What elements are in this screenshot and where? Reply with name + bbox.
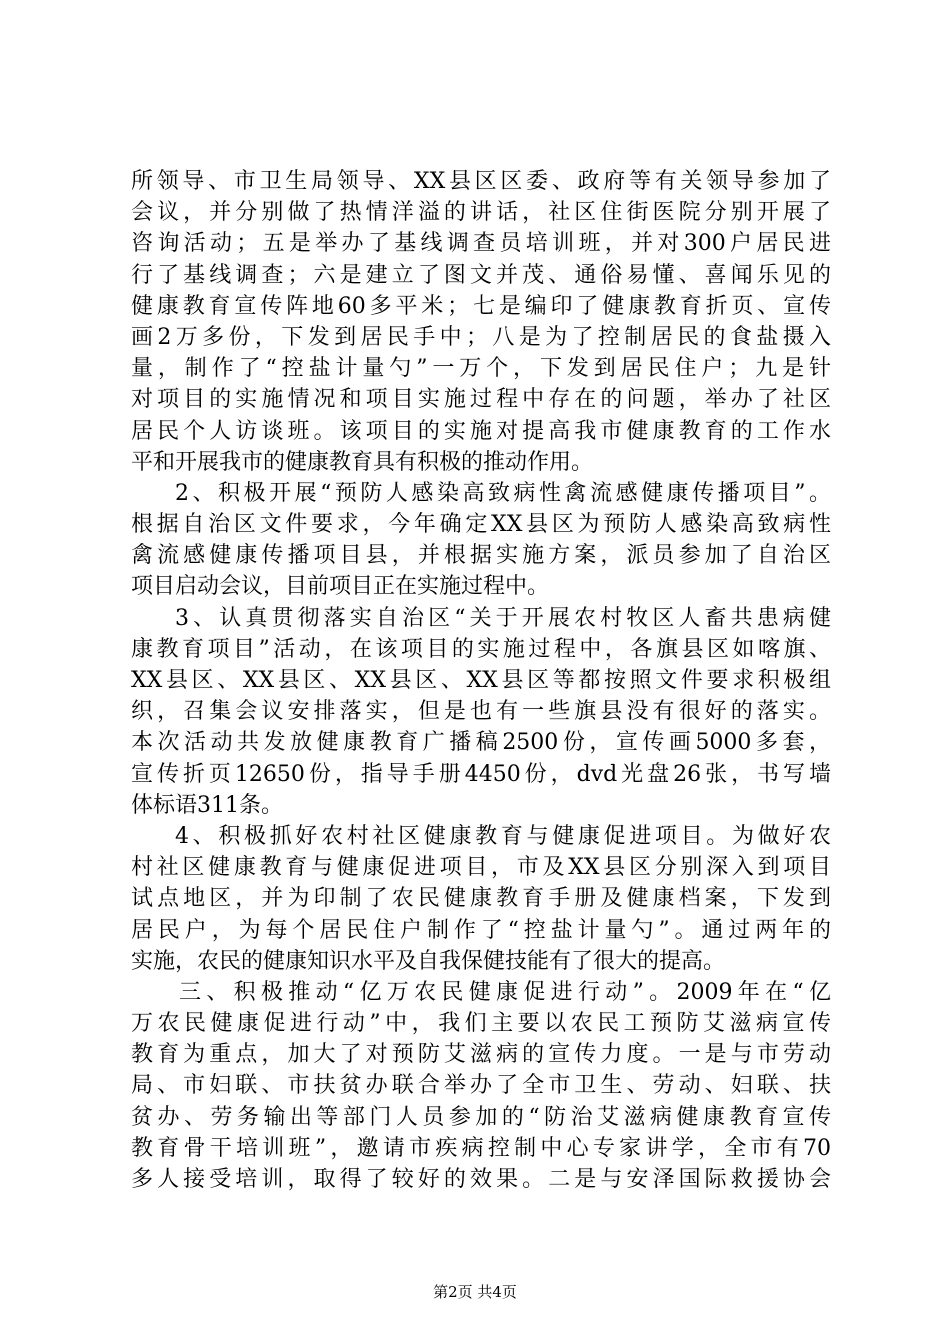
text-line: 量，制作了“控盐计量勺”一万个，下发到居民住户；九是针 bbox=[131, 356, 831, 382]
text-line: XX县区、XX县区、XX县区、XX县区等都按照文件要求积极组 bbox=[131, 668, 831, 693]
text-line: 万农民健康促进行动”中，我们主要以农民工预防艾滋病宣传 bbox=[131, 1011, 831, 1037]
page-footer bbox=[0, 1282, 950, 1302]
text-line: 宣传折页12650份，指导手册4450份，dvd光盘26张，书写墙 bbox=[131, 761, 831, 787]
document-body bbox=[131, 166, 831, 1195]
text-line: 教育骨干培训班”，邀请市疾病控制中心专家讲学，全市有70 bbox=[131, 1135, 831, 1161]
text-line: 居民户，为每个居民住户制作了“控盐计量勺”。通过两年的 bbox=[131, 917, 831, 943]
text-line: 对项目的实施情况和项目实施过程中存在的问题，举办了社区 bbox=[131, 387, 831, 413]
text-line: 项目启动会议，目前项目正在实施过程中。 bbox=[131, 574, 550, 600]
text-line: 所领导、市卫生局领导、XX县区区委、政府等有关领导参加了 bbox=[131, 169, 831, 194]
text-line: 2、积极开展“预防人感染高致病性禽流感健康传播项目”。 bbox=[175, 480, 831, 506]
text-line: 局、市妇联、市扶贫办联合举办了全市卫生、劳动、妇联、扶 bbox=[131, 1073, 831, 1099]
text-line: 三、积极推动“亿万农民健康促进行动”。2009年在“亿 bbox=[179, 979, 831, 1005]
text-line: 贫办、劳务输出等部门人员参加的“防治艾滋病健康教育宣传 bbox=[131, 1104, 831, 1130]
text-line: 实施，农民的健康知识水平及自我保健技能有了很大的提高。 bbox=[131, 948, 726, 974]
text-line: 3、认真贯彻落实自治区“关于开展农村牧区人畜共患病健 bbox=[175, 605, 831, 631]
text-line: 康教育项目”活动，在该项目的实施过程中，各旗县区如喀旗、 bbox=[131, 636, 831, 662]
text-line: 本次活动共发放健康教育广播稿2500份，宣传画5000多套， bbox=[131, 730, 831, 756]
text-line: 体标语311条。 bbox=[131, 792, 283, 818]
text-line: 多人接受培训，取得了较好的效果。二是与安泽国际救援协会 bbox=[131, 1167, 831, 1192]
text-line: 会议，并分别做了热情洋溢的讲话，社区住街医院分别开展了 bbox=[131, 200, 831, 226]
text-line: 禽流感健康传播项目县，并根据实施方案，派员参加了自治区 bbox=[131, 543, 831, 569]
text-line: 咨询活动；五是举办了基线调查员培训班，并对300户居民进 bbox=[131, 231, 831, 257]
text-line: 试点地区，并为印制了农民健康教育手册及健康档案，下发到 bbox=[131, 886, 831, 912]
text-line: 平和开展我市的健康教育具有积极的推动作用。 bbox=[131, 449, 594, 475]
text-line: 4、积极抓好农村社区健康教育与健康促进项目。为做好农 bbox=[175, 823, 831, 849]
text-line: 根据自治区文件要求，今年确定XX县区为预防人感染高致病性 bbox=[131, 512, 831, 538]
text-line: 健康教育宣传阵地60多平米；七是编印了健康教育折页、宣传 bbox=[131, 293, 831, 319]
text-line: 村社区健康教育与健康促进项目，市及XX县区分别深入到项目 bbox=[131, 855, 831, 881]
page-number-label: 第2页 共4页 bbox=[433, 1283, 517, 1301]
text-line: 行了基线调查；六是建立了图文并茂、通俗易懂、喜闻乐见的 bbox=[131, 262, 831, 288]
text-line: 织，召集会议安排落实，但是也有一些旗县没有很好的落实。 bbox=[131, 699, 831, 725]
text-line: 教育为重点，加大了对预防艾滋病的宣传力度。一是与市劳动 bbox=[131, 1042, 831, 1068]
text-line: 居民个人访谈班。该项目的实施对提高我市健康教育的工作水 bbox=[131, 418, 831, 444]
text-line: 画2万多份，下发到居民手中；八是为了控制居民的食盐摄入 bbox=[131, 324, 831, 350]
